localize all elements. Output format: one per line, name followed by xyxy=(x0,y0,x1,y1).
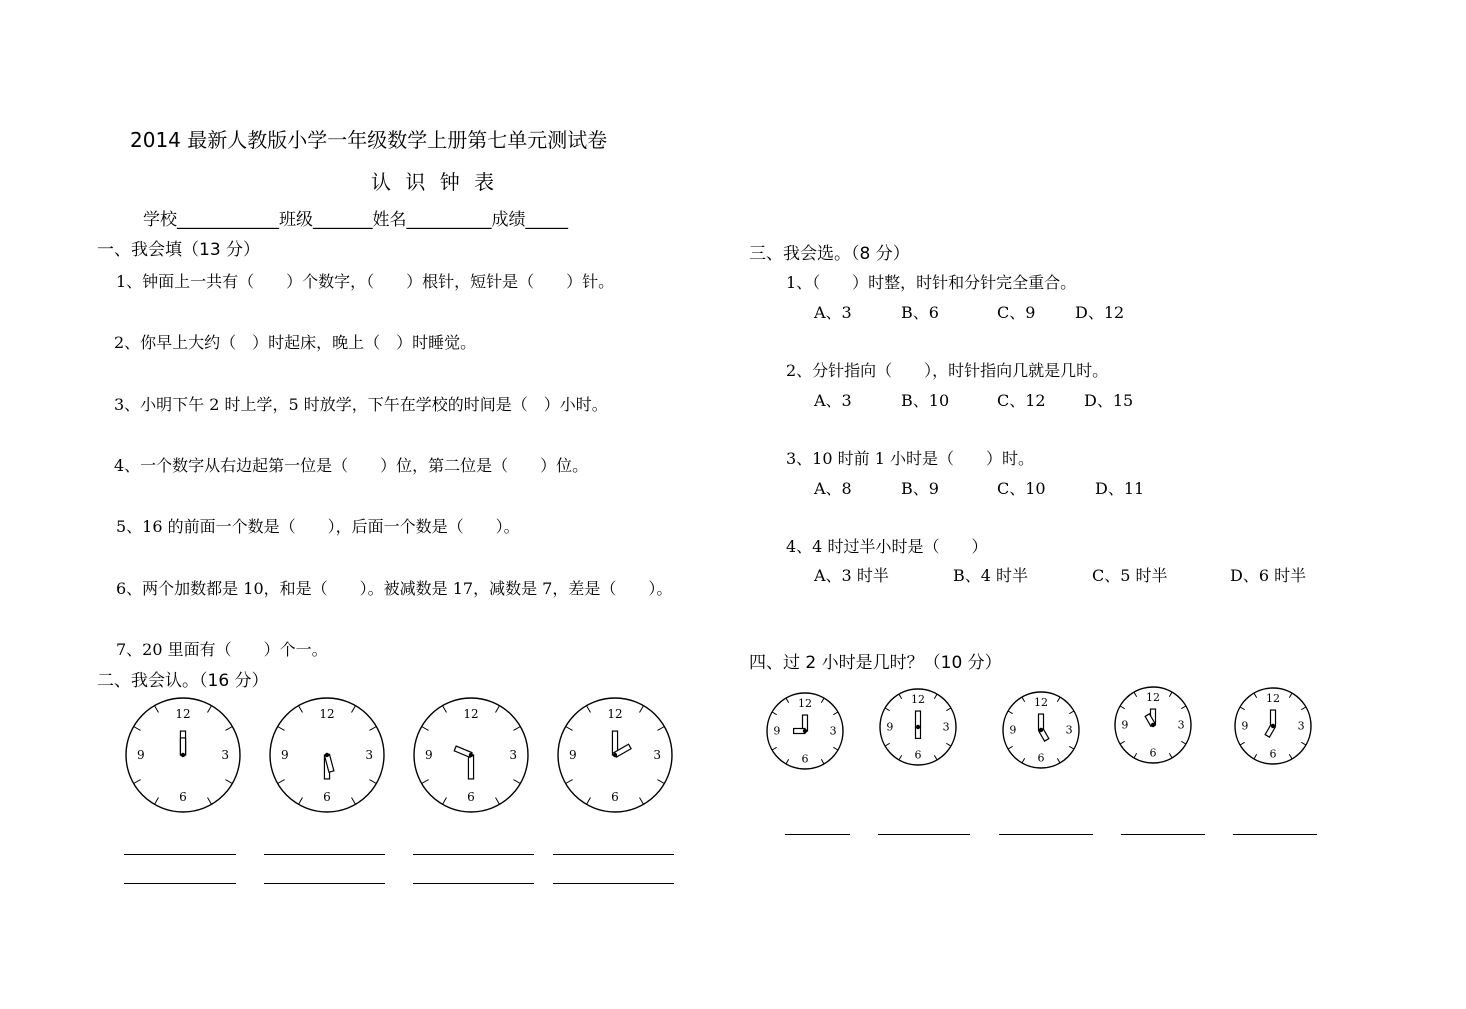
clock-center xyxy=(916,725,920,729)
clock-numeral: 9 xyxy=(1121,718,1129,732)
clock-face xyxy=(1111,683,1195,767)
answer-line[interactable] xyxy=(553,854,674,855)
choice-option[interactable]: C、5 时半 xyxy=(1092,566,1168,585)
choice-option[interactable]: A、3 xyxy=(814,303,852,322)
choice-option[interactable]: A、3 xyxy=(814,391,852,410)
answer-line[interactable] xyxy=(878,834,970,835)
clock-numeral: 3 xyxy=(942,720,950,734)
clock-face xyxy=(266,694,388,816)
clock-numeral: 9 xyxy=(280,748,289,762)
choice-question-4: 4、4 时过半小时是（ ） xyxy=(786,537,988,556)
choice-option[interactable]: A、8 xyxy=(814,479,852,498)
clock-numeral: 12 xyxy=(463,706,479,721)
answer-line[interactable] xyxy=(264,883,385,884)
clock-center xyxy=(613,753,617,757)
clock-numeral: 9 xyxy=(1009,723,1017,737)
clock-numeral: 12 xyxy=(1146,691,1160,705)
clock-center xyxy=(803,729,807,733)
clock-face xyxy=(876,685,960,769)
section3-heading: 三、我会选。（8 分） xyxy=(749,244,910,264)
clock-numeral: 9 xyxy=(136,748,145,762)
page-title: 2014 最新人教版小学一年级数学上册第七单元测试卷 xyxy=(130,128,608,152)
clock-numeral: 3 xyxy=(1297,719,1305,733)
minute-hand xyxy=(1271,710,1276,726)
choice-question-2: 2、分针指向（ ），时针指向几就是几时。 xyxy=(786,361,1109,380)
choice-question-1: 1、（ ）时整，时针和分针完全重合。 xyxy=(786,273,1077,292)
clock-numeral: 12 xyxy=(607,706,623,721)
clock-numeral: 3 xyxy=(221,748,230,762)
clock-numeral: 3 xyxy=(829,724,837,738)
choice-option[interactable]: C、9 xyxy=(997,303,1036,322)
clock-numeral: 12 xyxy=(798,697,812,711)
clock-numeral: 9 xyxy=(1241,719,1249,733)
fill-question-2: 2、你早上大约（ ）时起床，晚上（ ）时睡觉。 xyxy=(114,333,477,352)
clock-face xyxy=(1231,684,1315,768)
clock-numeral: 9 xyxy=(424,748,433,762)
choice-option[interactable]: B、4 时半 xyxy=(953,566,1029,585)
page-subtitle: 认 识 钟 表 xyxy=(371,170,499,194)
section2-heading: 二、我会认。（16 分） xyxy=(97,671,269,691)
answer-line[interactable] xyxy=(1233,834,1317,835)
section4-heading: 四、过 2 小时是几时？（10 分） xyxy=(749,653,1002,673)
clock-center xyxy=(1151,723,1155,727)
clock-numeral: 6 xyxy=(611,790,619,805)
fill-question-4: 4、一个数字从右边起第一位是（ ）位，第二位是（ ）位。 xyxy=(114,456,589,475)
choice-option[interactable]: D、15 xyxy=(1084,391,1134,410)
clock-numeral: 9 xyxy=(568,748,577,762)
clock-numeral: 6 xyxy=(801,752,809,766)
choice-option[interactable]: B、9 xyxy=(901,479,939,498)
minute-hand xyxy=(1039,714,1044,730)
clock-numeral: 3 xyxy=(365,748,374,762)
answer-line[interactable] xyxy=(553,883,674,884)
clock-numeral: 6 xyxy=(1149,746,1157,760)
clock-face xyxy=(763,689,847,773)
clock-numeral: 12 xyxy=(319,706,335,721)
choice-option[interactable]: A、3 时半 xyxy=(814,566,889,585)
hour-hand xyxy=(180,738,185,755)
clock-face xyxy=(410,694,532,816)
minute-hand xyxy=(916,711,921,727)
clock-numeral: 12 xyxy=(911,693,925,707)
clock-face xyxy=(122,694,244,816)
choice-option[interactable]: D、6 时半 xyxy=(1230,566,1307,585)
fill-question-3: 3、小明下午 2 时上学，5 时放学，下午在学校的时间是（ ）小时。 xyxy=(114,395,608,414)
answer-line[interactable] xyxy=(124,854,236,855)
clock-numeral: 9 xyxy=(886,720,894,734)
answer-line[interactable] xyxy=(999,834,1093,835)
clock-numeral: 3 xyxy=(653,748,662,762)
answer-line[interactable] xyxy=(413,883,534,884)
section1-heading: 一、我会填（13 分） xyxy=(97,240,261,260)
clock-face xyxy=(554,694,676,816)
answer-line[interactable] xyxy=(264,854,385,855)
choice-option[interactable]: C、12 xyxy=(997,391,1046,410)
clock-face xyxy=(999,688,1083,772)
answer-line[interactable] xyxy=(413,854,534,855)
fill-question-7: 7、20 里面有（ ）个一。 xyxy=(116,640,328,659)
clock-center xyxy=(1271,724,1275,728)
clock-center xyxy=(469,753,473,757)
clock-numeral: 3 xyxy=(1065,723,1073,737)
fill-question-6: 6、两个加数都是 10，和是（ ）。被减数是 17，减数是 7，差是（ ）。 xyxy=(116,579,673,598)
clock-numeral: 9 xyxy=(773,724,781,738)
clock-numeral: 6 xyxy=(179,790,187,805)
fill-question-1: 1、钟面上一共有（ ）个数字，（ ）根针，短针是（ ）针。 xyxy=(116,272,615,291)
student-info-line: 学校____________班级_______姓名__________成绩_____ xyxy=(143,210,568,230)
clock-numeral: 6 xyxy=(914,748,922,762)
clock-numeral: 12 xyxy=(1266,692,1280,706)
choice-option[interactable]: B、10 xyxy=(901,391,950,410)
clock-numeral: 6 xyxy=(1037,751,1045,765)
clock-numeral: 6 xyxy=(323,790,331,805)
clock-numeral: 3 xyxy=(509,748,518,762)
clock-numeral: 6 xyxy=(1269,747,1277,761)
choice-option[interactable]: B、6 xyxy=(901,303,939,322)
fill-question-5: 5、16 的前面一个数是（ ），后面一个数是（ ）。 xyxy=(116,517,520,536)
choice-option[interactable]: D、11 xyxy=(1095,479,1145,498)
choice-option[interactable]: C、10 xyxy=(997,479,1046,498)
clock-numeral: 12 xyxy=(175,706,191,721)
choice-option[interactable]: D、12 xyxy=(1075,303,1125,322)
clock-numeral: 6 xyxy=(467,790,475,805)
clock-numeral: 3 xyxy=(1177,718,1185,732)
answer-line[interactable] xyxy=(1121,834,1205,835)
clock-numeral: 12 xyxy=(1034,696,1048,710)
answer-line[interactable] xyxy=(785,834,850,835)
clock-center xyxy=(1039,728,1043,732)
clock-center xyxy=(181,753,185,757)
choice-question-3: 3、10 时前 1 小时是（ ）时。 xyxy=(786,449,1034,468)
clock-center xyxy=(325,753,329,757)
minute-hand xyxy=(468,755,473,779)
answer-line[interactable] xyxy=(124,883,236,884)
